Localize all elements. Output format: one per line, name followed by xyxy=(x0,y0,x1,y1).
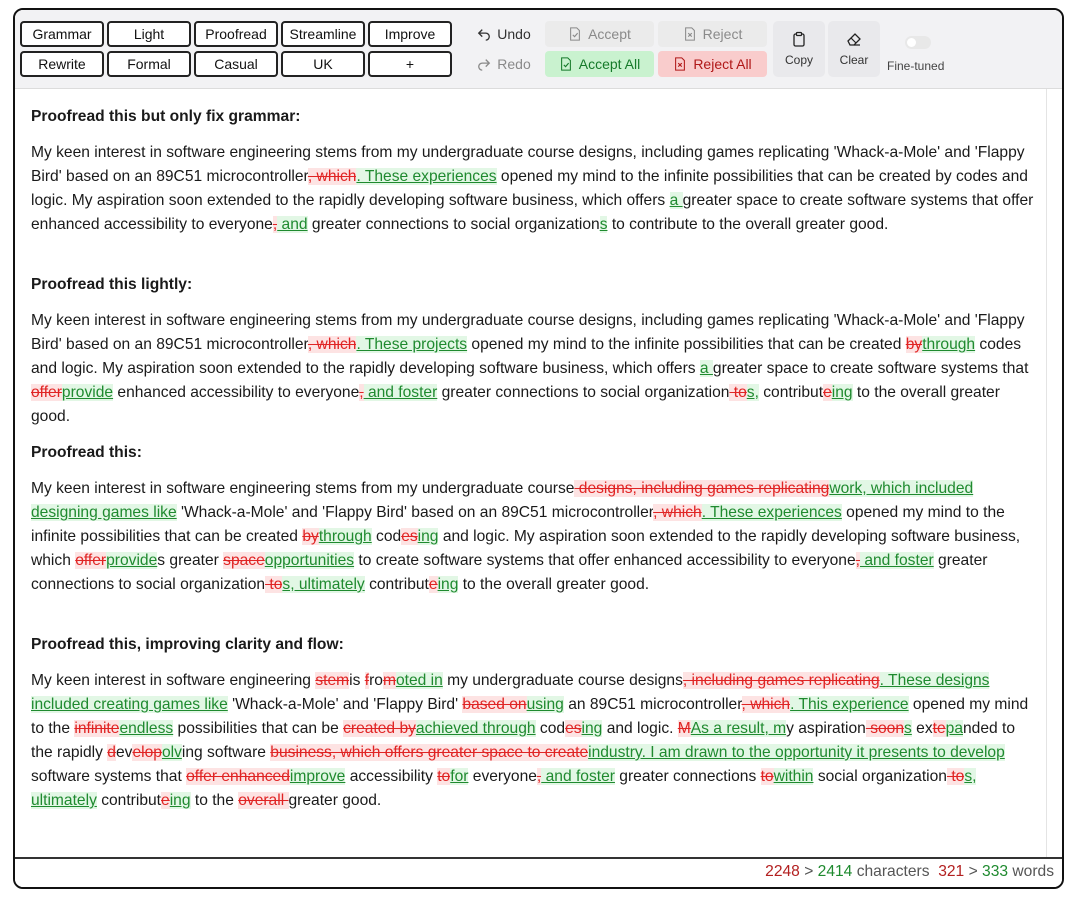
chars-after: 2414 xyxy=(817,863,853,880)
section-clarity xyxy=(31,633,1041,813)
inserted-text[interactable]: . These designs included creating games like xyxy=(31,672,990,713)
deleted-text[interactable]: to xyxy=(760,768,774,785)
section-grammar xyxy=(31,105,1041,237)
unchanged-text: codes and logic. My aspiration soon extended to the rapidly developing software business, which offers xyxy=(31,336,1022,377)
words-label: words xyxy=(1012,863,1054,880)
inserted-text[interactable]: and xyxy=(277,216,308,233)
deleted-text[interactable]: offer xyxy=(75,552,107,569)
unchanged-text: opened my mind to the infinite possibilities that can be created xyxy=(467,336,906,353)
deleted-text[interactable]: , which xyxy=(307,168,357,185)
inserted-text[interactable]: and foster xyxy=(860,552,934,569)
deleted-text[interactable]: M xyxy=(677,720,691,737)
unchanged-text: greater connections to social organization xyxy=(437,384,730,401)
deleted-text[interactable]: overall xyxy=(238,792,289,809)
deleted-text[interactable]: , which xyxy=(307,336,357,353)
deleted-text[interactable]: , xyxy=(536,768,542,785)
section-heading: Proofread this, improving clarity and flow: xyxy=(31,636,344,653)
section-light xyxy=(31,273,1041,429)
section-paragraph xyxy=(31,141,1041,237)
clipboard-icon xyxy=(791,31,807,47)
deleted-text[interactable]: by xyxy=(905,336,923,353)
inserted-text[interactable]: opportunities xyxy=(264,552,355,569)
inserted-text[interactable]: improve xyxy=(289,768,346,785)
copy-label: Copy xyxy=(784,53,813,67)
deleted-text[interactable]: designs, including games replicating xyxy=(574,480,830,497)
deleted-text[interactable]: to xyxy=(437,768,451,785)
inserted-text[interactable]: ing xyxy=(417,528,439,545)
chars-arrow: > xyxy=(804,863,814,880)
section-heading: Proofread this lightly: xyxy=(31,276,193,293)
redo-button[interactable] xyxy=(465,51,543,77)
deleted-text[interactable]: soon xyxy=(865,720,905,737)
mode-button-grid xyxy=(20,21,452,77)
deleted-text[interactable]: stem xyxy=(315,672,350,689)
reject-button[interactable] xyxy=(658,21,767,47)
toolbar xyxy=(15,10,1062,89)
reject-icon xyxy=(683,27,697,41)
accept-all-button[interactable] xyxy=(545,51,654,77)
inserted-text[interactable]: within xyxy=(773,768,814,785)
inserted-text[interactable]: provide xyxy=(61,384,114,401)
unchanged-text: possibilities that can be xyxy=(173,720,344,737)
words-after: 333 xyxy=(982,863,1009,880)
deleted-text[interactable]: e xyxy=(428,576,438,593)
inserted-text[interactable]: achieved through xyxy=(415,720,536,737)
unchanged-text: greater connections xyxy=(614,768,761,785)
undo-label: Undo xyxy=(497,26,531,42)
streamline-button[interactable]: Streamline xyxy=(281,21,365,47)
inserted-text[interactable]: ing xyxy=(581,720,603,737)
inserted-text[interactable]: s xyxy=(599,216,608,233)
deleted-text[interactable]: business, which offers greater space to create xyxy=(270,744,589,761)
inserted-text[interactable]: s xyxy=(904,720,912,737)
inserted-text[interactable]: provide xyxy=(106,552,158,569)
copy-button[interactable] xyxy=(773,21,825,77)
unchanged-text: to the overall greater good. xyxy=(31,384,1000,425)
unchanged-text: contribut xyxy=(96,792,162,809)
chars-label: characters xyxy=(856,863,930,880)
unchanged-text: my undergraduate course designs xyxy=(442,672,683,689)
inserted-text[interactable]: ing xyxy=(831,384,853,401)
unchanged-text: contribut xyxy=(758,384,824,401)
accept-all-label: Accept All xyxy=(578,56,641,72)
clear-button[interactable] xyxy=(828,21,880,77)
accept-all-icon xyxy=(559,57,573,71)
deleted-text[interactable]: , which xyxy=(653,504,702,521)
section-heading: Proofread this but only fix grammar: xyxy=(31,108,301,125)
unchanged-text: y aspiration xyxy=(786,720,866,737)
inserted-text[interactable]: for xyxy=(450,768,469,785)
clear-label: Clear xyxy=(839,53,869,67)
reject-label: Reject xyxy=(702,26,743,42)
deleted-text[interactable]: e xyxy=(161,792,170,809)
inserted-text[interactable]: a xyxy=(699,360,713,377)
inserted-text[interactable]: a xyxy=(669,192,683,209)
deleted-text[interactable]: elop xyxy=(132,744,162,761)
light-button[interactable]: Light xyxy=(107,21,191,47)
inserted-text[interactable]: . These projects xyxy=(356,336,468,353)
add-mode-button[interactable]: + xyxy=(368,51,452,77)
deleted-text[interactable]: to xyxy=(729,384,747,401)
deleted-text[interactable]: d xyxy=(107,744,116,761)
deleted-text[interactable]: to xyxy=(265,576,283,593)
deleted-text[interactable]: , xyxy=(855,552,860,569)
inserted-text[interactable]: olv xyxy=(161,744,182,761)
deleted-text[interactable]: , xyxy=(272,216,278,233)
deleted-text[interactable]: space xyxy=(223,552,265,569)
reject-all-label: Reject All xyxy=(693,56,752,72)
inserted-text[interactable]: ing xyxy=(169,792,191,809)
unchanged-text: 'Whack-a-Mole' and 'Flappy Bird' xyxy=(227,696,463,713)
chars-before: 2248 xyxy=(765,863,800,880)
inserted-text[interactable]: s, ultimately xyxy=(31,768,977,809)
undo-button[interactable] xyxy=(465,21,543,47)
inserted-text[interactable]: through xyxy=(922,336,976,353)
unchanged-text: opened my mind to the infinite possibilities that can be created by codes and logic. My aspiration soon extended to the rapidly developing software business, which offers xyxy=(31,168,1028,209)
inserted-text[interactable]: work, which included designing games like xyxy=(31,480,974,521)
inserted-text[interactable]: industry. I am drawn to the opportunity it presents to develop xyxy=(588,744,1005,761)
redo-label: Redo xyxy=(497,56,531,72)
section-heading: Proofread this: xyxy=(31,444,142,461)
reject-all-button[interactable] xyxy=(658,51,767,77)
inserted-text[interactable]: ing xyxy=(437,576,459,593)
deleted-text[interactable]: infinite xyxy=(74,720,120,737)
formal-button[interactable]: Formal xyxy=(107,51,191,77)
improve-button[interactable]: Improve xyxy=(368,21,452,47)
deleted-text[interactable]: by xyxy=(302,528,319,545)
reject-all-icon xyxy=(673,57,687,71)
unchanged-text: i xyxy=(349,672,353,689)
unchanged-text: greater space to create software systems that offer enhanced accessibility to everyone xyxy=(31,192,1034,233)
section-proofread xyxy=(31,441,1041,597)
grammar-button[interactable]: Grammar xyxy=(20,21,104,47)
undo-icon xyxy=(477,27,491,41)
unchanged-text: greater space to create software systems that xyxy=(712,360,1029,377)
inserted-text[interactable]: . These experiences xyxy=(701,504,842,521)
unchanged-text: cod xyxy=(535,720,566,737)
unchanged-text: opened my mind to the infinite possibilities that can be created xyxy=(31,504,1005,545)
unchanged-text: cod xyxy=(371,528,402,545)
deleted-text[interactable]: , which xyxy=(741,696,791,713)
unchanged-text: opened my mind to the xyxy=(31,696,1029,737)
unchanged-text: s xyxy=(352,672,365,689)
inserted-text[interactable]: . These experiences xyxy=(356,168,497,185)
scrollbar[interactable] xyxy=(1046,89,1047,857)
unchanged-text: greater connections to social organization xyxy=(31,552,988,593)
inserted-text[interactable]: endless xyxy=(119,720,174,737)
editor-window xyxy=(13,8,1064,889)
unchanged-text: to contribute to the overall greater good. xyxy=(607,216,889,233)
deleted-text[interactable]: based on xyxy=(462,696,527,713)
fine-tuned-label: Fine-tuned xyxy=(887,59,945,73)
unchanged-text: to the xyxy=(190,792,239,809)
inserted-text[interactable]: through xyxy=(318,528,372,545)
deleted-text[interactable]: offer xyxy=(31,384,62,401)
accept-icon xyxy=(568,27,582,41)
unchanged-text: to create software systems that offer enhanced accessibility to everyone xyxy=(354,552,856,569)
deleted-text[interactable]: es xyxy=(401,528,418,545)
unchanged-text: My keen interest in software engineering xyxy=(31,672,316,689)
proofread-button[interactable]: Proofread xyxy=(194,21,278,47)
unchanged-text: greater good. xyxy=(288,792,382,809)
deleted-text[interactable]: created by xyxy=(343,720,416,737)
deleted-text[interactable]: offer enhanced xyxy=(186,768,290,785)
accept-label: Accept xyxy=(588,26,631,42)
deleted-text[interactable]: es xyxy=(565,720,582,737)
rewrite-button[interactable]: Rewrite xyxy=(20,51,104,77)
inserted-text[interactable]: . This experience xyxy=(790,696,909,713)
deleted-text[interactable]: m xyxy=(382,672,396,689)
accept-button[interactable] xyxy=(545,21,654,47)
unchanged-text: and logic. My aspiration soon extended to the rapidly developing software business, which xyxy=(31,528,1021,569)
casual-button[interactable]: Casual xyxy=(194,51,278,77)
words-arrow: > xyxy=(968,863,978,880)
inserted-text[interactable]: oted in xyxy=(395,672,443,689)
unchanged-text: 'Whack-a-Mole' and 'Flappy Bird' based on an 89C51 microcontroller xyxy=(176,504,654,521)
unchanged-text: ev xyxy=(115,744,133,761)
words-before: 321 xyxy=(938,863,965,880)
unchanged-text: social organization xyxy=(813,768,947,785)
unchanged-text: to the overall greater good. xyxy=(458,576,650,593)
inserted-text[interactable]: s, xyxy=(746,384,759,401)
deleted-text[interactable]: to xyxy=(946,768,965,785)
inserted-text[interactable]: and foster xyxy=(363,384,438,401)
deleted-text[interactable]: e xyxy=(823,384,832,401)
deleted-text[interactable]: , including games replicating xyxy=(682,672,880,689)
section-paragraph xyxy=(31,669,1041,813)
document-content[interactable] xyxy=(15,89,1043,857)
unchanged-text: greater connections to social organization xyxy=(307,216,600,233)
inserted-text[interactable]: pa xyxy=(945,720,963,737)
unchanged-text: an 89C51 microcontroller xyxy=(563,696,742,713)
unchanged-text: software systems that xyxy=(31,768,187,785)
unchanged-text: s greater xyxy=(157,552,224,569)
section-paragraph xyxy=(31,309,1041,429)
inserted-text[interactable]: As a result, m xyxy=(690,720,787,737)
inserted-text[interactable]: s, ultimately xyxy=(282,576,365,593)
unchanged-text: My keen interest in software engineering stems from my undergraduate course designs, including games replicating 'Whack-a-Mole' and 'Flappy Bird' based on an 89C51 microcontroller xyxy=(31,144,1025,185)
unchanged-text: ex xyxy=(911,720,933,737)
unchanged-text: nded to the rapidly xyxy=(31,720,1016,761)
status-bar xyxy=(15,857,1062,887)
unchanged-text: My keen interest in software engineering stems from my undergraduate course designs, including games replicating 'Whack-a-Mole' and 'Flappy Bird' based on an 89C51 microcontroller xyxy=(31,312,1025,353)
inserted-text[interactable]: using xyxy=(526,696,564,713)
deleted-text[interactable]: f xyxy=(364,672,370,689)
redo-icon xyxy=(477,57,491,71)
section-paragraph xyxy=(31,477,1041,597)
unchanged-text: My keen interest in software engineering stems from my undergraduate course xyxy=(31,480,575,497)
inserted-text[interactable]: and foster xyxy=(541,768,615,785)
toggle-knob xyxy=(907,38,916,47)
unchanged-text: ro xyxy=(369,672,383,689)
unchanged-text: accessibility xyxy=(345,768,438,785)
unchanged-text: ing software xyxy=(181,744,271,761)
deleted-text[interactable]: , xyxy=(359,384,364,401)
unchanged-text: and logic. xyxy=(602,720,678,737)
deleted-text[interactable]: te xyxy=(932,720,946,737)
unchanged-text: everyone xyxy=(468,768,537,785)
unchanged-text: enhanced accessibility to everyone xyxy=(113,384,360,401)
fine-tuned-toggle[interactable] xyxy=(905,36,931,49)
uk-button[interactable]: UK xyxy=(281,51,365,77)
eraser-icon xyxy=(846,31,862,47)
unchanged-text: contribut xyxy=(364,576,429,593)
